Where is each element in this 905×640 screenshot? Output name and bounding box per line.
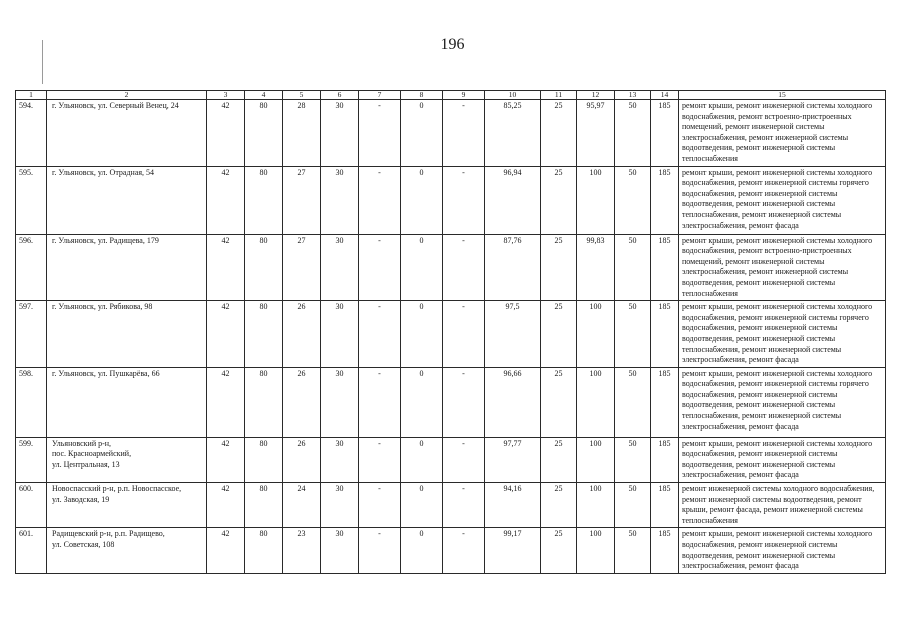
cell-col3: 42 [207, 234, 245, 301]
cell-col7: - [359, 301, 401, 368]
column-header: 10 [485, 91, 541, 100]
cell-col14: 185 [651, 234, 679, 301]
address-cell: Ульяновский р-н, пос. Красноармейский, ул. Центральная, 13 [47, 437, 207, 482]
cell-col7: - [359, 437, 401, 482]
works-cell: ремонт крыши, ремонт инженерной системы холодного водоснабжения, ремонт инженерной системы горячего водоснабжения, ремонт инженерной системы водоотведения, ремонт инженерной системы теплоснабжения, ремонт инженерной системы электроснабжения, ремонт фасада [679, 301, 886, 368]
cell-col5: 26 [283, 301, 321, 368]
cell-col7: - [359, 367, 401, 437]
cell-col10: 96,66 [485, 367, 541, 437]
cell-col6: 30 [321, 483, 359, 528]
cell-col12: 100 [577, 483, 615, 528]
works-cell: ремонт крыши, ремонт инженерной системы холодного водоснабжения, ремонт инженерной системы водоотведения, ремонт инженерной системы электроснабжения, ремонт фасада [679, 437, 886, 482]
column-header: 12 [577, 91, 615, 100]
cell-col9: - [443, 437, 485, 482]
cell-col10: 96,94 [485, 166, 541, 234]
column-header: 1 [16, 91, 47, 100]
cell-col12: 100 [577, 437, 615, 482]
cell-col8: 0 [401, 437, 443, 482]
address-cell: г. Ульяновск, ул. Северный Венец, 24 [47, 100, 207, 167]
cell-col5: 24 [283, 483, 321, 528]
row-number: 594. [16, 100, 47, 167]
cell-col9: - [443, 301, 485, 368]
column-header: 14 [651, 91, 679, 100]
table-row [16, 234, 886, 301]
table-row [16, 301, 886, 368]
cell-col5: 26 [283, 437, 321, 482]
cell-col14: 185 [651, 528, 679, 573]
works-cell: ремонт крыши, ремонт инженерной системы холодного водоснабжения, ремонт инженерной системы водоотведения, ремонт инженерной системы электроснабжения, ремонт фасада [679, 528, 886, 573]
cell-col7: - [359, 234, 401, 301]
address-cell: г. Ульяновск, ул. Отрадная, 54 [47, 166, 207, 234]
address-cell: Новоспасский р-н, р.п. Новоспасское, ул. Заводская, 19 [47, 483, 207, 528]
cell-col7: - [359, 166, 401, 234]
table-row [16, 528, 886, 573]
cell-col8: 0 [401, 483, 443, 528]
cell-col10: 97,77 [485, 437, 541, 482]
table-row [16, 166, 886, 234]
cell-col8: 0 [401, 301, 443, 368]
cell-col12: 100 [577, 166, 615, 234]
address-cell: г. Ульяновск, ул. Рябикова, 98 [47, 301, 207, 368]
cell-col4: 80 [245, 234, 283, 301]
works-cell: ремонт крыши, ремонт инженерной системы холодного водоснабжения, ремонт инженерной системы горячего водоснабжения, ремонт инженерной системы водоотведения, ремонт инженерной системы теплоснабжения, ремонт инженерной системы электроснабжения, ремонт фасада [679, 166, 886, 234]
cell-col14: 185 [651, 367, 679, 437]
cell-col13: 50 [615, 234, 651, 301]
cell-col3: 42 [207, 100, 245, 167]
column-header: 7 [359, 91, 401, 100]
cell-col13: 50 [615, 166, 651, 234]
cell-col5: 28 [283, 100, 321, 167]
cell-col11: 25 [541, 528, 577, 573]
cell-col4: 80 [245, 528, 283, 573]
cell-col10: 97,5 [485, 301, 541, 368]
address-cell: г. Ульяновск, ул. Радищева, 179 [47, 234, 207, 301]
cell-col3: 42 [207, 528, 245, 573]
column-header: 11 [541, 91, 577, 100]
cell-col3: 42 [207, 483, 245, 528]
cell-col14: 185 [651, 301, 679, 368]
cell-col11: 25 [541, 483, 577, 528]
cell-col5: 23 [283, 528, 321, 573]
column-header: 5 [283, 91, 321, 100]
column-header: 8 [401, 91, 443, 100]
column-header: 2 [47, 91, 207, 100]
cell-col9: - [443, 367, 485, 437]
cell-col6: 30 [321, 437, 359, 482]
cell-col3: 42 [207, 166, 245, 234]
cell-col12: 100 [577, 367, 615, 437]
cell-col9: - [443, 483, 485, 528]
cell-col8: 0 [401, 528, 443, 573]
cell-col12: 100 [577, 301, 615, 368]
cell-col5: 27 [283, 166, 321, 234]
row-number: 595. [16, 166, 47, 234]
works-cell: ремонт инженерной системы холодного водоснабжения, ремонт инженерной системы водоотведения, ремонт крыши, ремонт фасада, ремонт инженерной системы теплоснабжения [679, 483, 886, 528]
cell-col8: 0 [401, 234, 443, 301]
cell-col5: 26 [283, 367, 321, 437]
cell-col13: 50 [615, 483, 651, 528]
cell-col13: 50 [615, 437, 651, 482]
cell-col9: - [443, 100, 485, 167]
cell-col12: 100 [577, 528, 615, 573]
cell-col10: 99,17 [485, 528, 541, 573]
cell-col11: 25 [541, 166, 577, 234]
address-cell: Радищевский р-н, р.п. Радищево, ул. Советская, 108 [47, 528, 207, 573]
row-number: 597. [16, 301, 47, 368]
cell-col12: 95,97 [577, 100, 615, 167]
cell-col8: 0 [401, 367, 443, 437]
cell-col9: - [443, 528, 485, 573]
cell-col6: 30 [321, 528, 359, 573]
cell-col6: 30 [321, 100, 359, 167]
cell-col4: 80 [245, 437, 283, 482]
cell-col11: 25 [541, 100, 577, 167]
column-header: 4 [245, 91, 283, 100]
cell-col14: 185 [651, 437, 679, 482]
cell-col10: 85,25 [485, 100, 541, 167]
cell-col4: 80 [245, 301, 283, 368]
page-number: 196 [440, 36, 465, 53]
works-cell: ремонт крыши, ремонт инженерной системы холодного водоснабжения, ремонт встроенно-пристроенных помещений, ремонт инженерной системы электроснабжения, ремонт инженерной системы водоотведения, ремонт инженерной системы теплоснабжения [679, 234, 886, 301]
cell-col10: 94,16 [485, 483, 541, 528]
row-number: 600. [16, 483, 47, 528]
row-number: 601. [16, 528, 47, 573]
cell-col8: 0 [401, 166, 443, 234]
works-cell: ремонт крыши, ремонт инженерной системы холодного водоснабжения, ремонт встроенно-пристроенных помещений, ремонт инженерной системы электроснабжения, ремонт инженерной системы водоотведения, ремонт инженерной системы теплоснабжения [679, 100, 886, 167]
column-header-row [16, 91, 886, 100]
table-row [16, 100, 886, 167]
table-row [16, 437, 886, 482]
cell-col13: 50 [615, 301, 651, 368]
cell-col13: 50 [615, 367, 651, 437]
cell-col13: 50 [615, 100, 651, 167]
cell-col14: 185 [651, 100, 679, 167]
address-cell: г. Ульяновск, ул. Пушкарёва, 66 [47, 367, 207, 437]
row-number: 598. [16, 367, 47, 437]
cell-col3: 42 [207, 367, 245, 437]
cell-col6: 30 [321, 301, 359, 368]
cell-col14: 185 [651, 483, 679, 528]
cell-col12: 99,83 [577, 234, 615, 301]
column-header: 15 [679, 91, 886, 100]
table-row [16, 367, 886, 437]
cell-col4: 80 [245, 100, 283, 167]
cell-col8: 0 [401, 100, 443, 167]
cell-col4: 80 [245, 367, 283, 437]
cell-col11: 25 [541, 301, 577, 368]
column-header: 6 [321, 91, 359, 100]
works-cell: ремонт крыши, ремонт инженерной системы холодного водоснабжения, ремонт инженерной системы горячего водоснабжения, ремонт инженерной системы водоотведения, ремонт инженерной системы теплоснабжения, ремонт инженерной системы электроснабжения, ремонт фасада [679, 367, 886, 437]
cell-col9: - [443, 234, 485, 301]
column-header: 9 [443, 91, 485, 100]
cell-col14: 185 [651, 166, 679, 234]
row-number: 599. [16, 437, 47, 482]
cell-col11: 25 [541, 437, 577, 482]
cell-col9: - [443, 166, 485, 234]
table-row [16, 483, 886, 528]
cell-col5: 27 [283, 234, 321, 301]
data-table [15, 90, 886, 574]
cell-col3: 42 [207, 301, 245, 368]
cell-col11: 25 [541, 234, 577, 301]
cell-col6: 30 [321, 367, 359, 437]
cell-col10: 87,76 [485, 234, 541, 301]
cell-col7: - [359, 100, 401, 167]
column-header: 3 [207, 91, 245, 100]
cell-col11: 25 [541, 367, 577, 437]
cell-col4: 80 [245, 483, 283, 528]
cell-col13: 50 [615, 528, 651, 573]
cell-col7: - [359, 483, 401, 528]
column-header: 13 [615, 91, 651, 100]
row-number: 596. [16, 234, 47, 301]
cell-col4: 80 [245, 166, 283, 234]
cell-col6: 30 [321, 166, 359, 234]
cell-col6: 30 [321, 234, 359, 301]
cell-col3: 42 [207, 437, 245, 482]
cell-col7: - [359, 528, 401, 573]
